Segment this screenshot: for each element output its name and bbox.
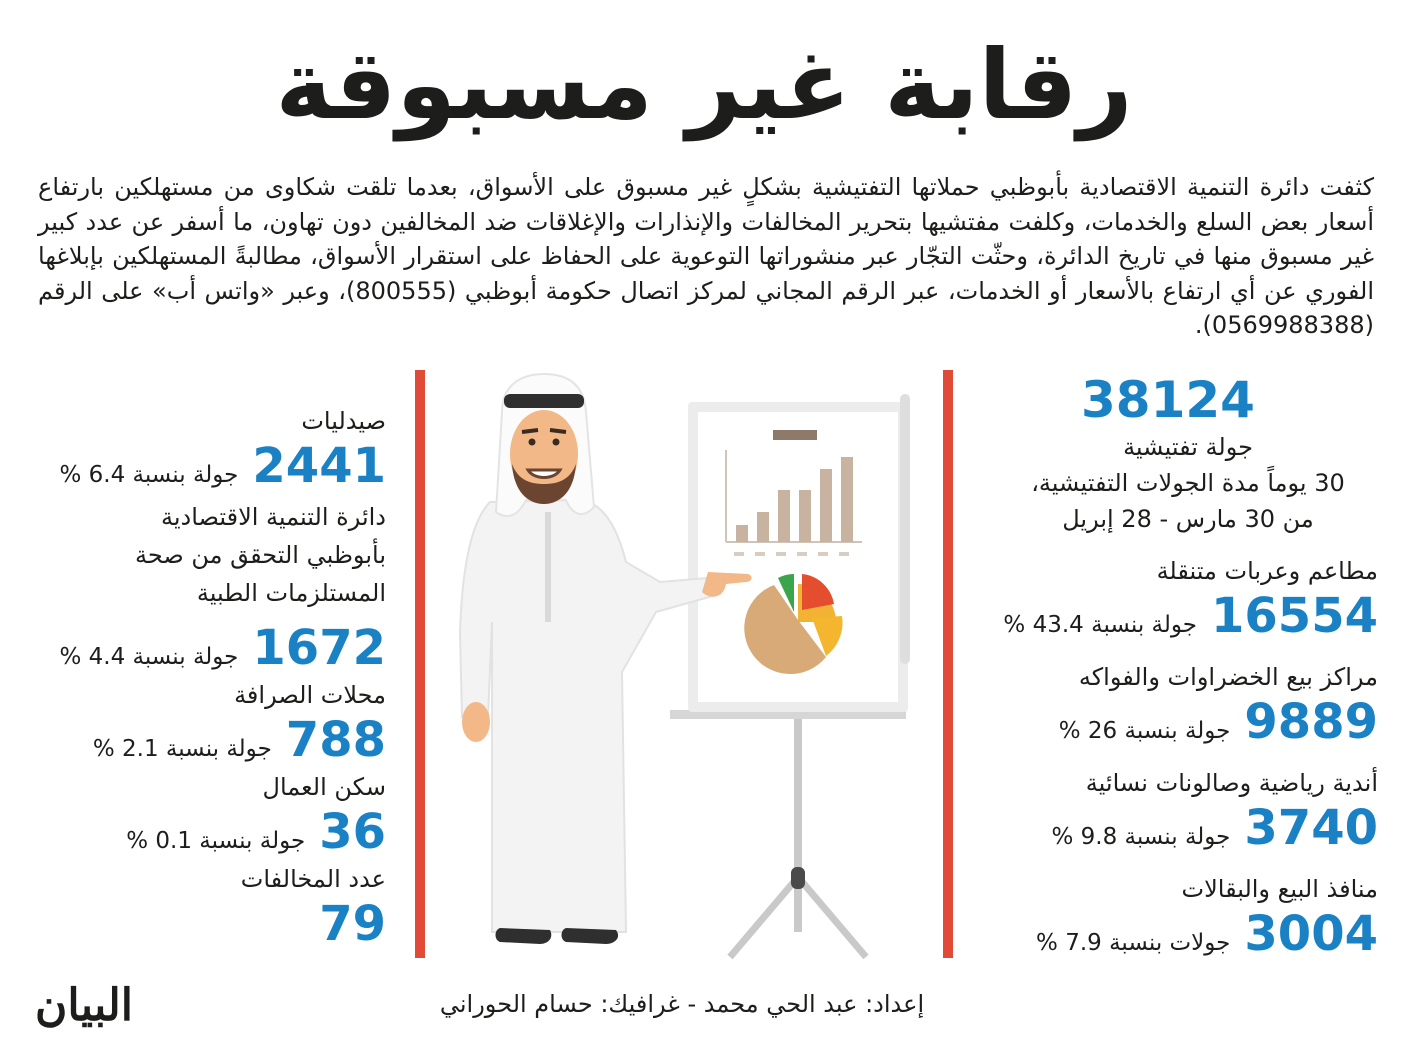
flip-chart-stand: [670, 705, 906, 957]
stat-restaurants-label: مطاعم وعربات متنقلة: [1156, 557, 1378, 585]
stat-groceries-value: 3004: [1244, 906, 1378, 962]
stat-exchange-label: محلات الصرافة: [234, 681, 386, 709]
left-stats-column: [6, 406, 386, 952]
stat-groceries-label: منافذ البيع والبقالات: [1181, 875, 1378, 903]
stat-groceries-pct: جولات بنسبة 7.9 %: [1036, 930, 1231, 956]
presenter-illustration: [430, 372, 940, 972]
right-divider-bar: [943, 370, 953, 958]
stat-vegetables-row: [958, 694, 1378, 750]
stat-pharmacies-value: 2441: [252, 438, 386, 494]
stat-labor-value: 36: [319, 804, 386, 860]
stat-labor-label: سكن العمال: [262, 773, 386, 801]
duration-line-2: من 30 مارس - 28 إبريل: [1062, 505, 1314, 533]
stat-exchange-pct: جولة بنسبة 2.1 %: [92, 736, 272, 762]
duration-line-1: 30 يوماً مدة الجولات التفتيشية،: [1031, 469, 1345, 497]
stat-medical-pct: جولة بنسبة 4.4 %: [59, 644, 239, 670]
total-inspections-value: 38124: [1081, 371, 1255, 429]
medical-note-line-3: المستلزمات الطبية: [196, 579, 386, 607]
stat-groceries-row: [958, 906, 1378, 962]
stat-gyms-row: [958, 800, 1378, 856]
stat-exchange-value: 788: [285, 712, 386, 768]
intro-text: كثفت دائرة التنمية الاقتصادية بأبوظبي حملاتها التفتيشية بشكلٍ غير مسبوق على الأسواق، بعدما تلقت شكاوى من مستهلكين بارتفاع أسعار بعض السلع والخدمات، وكلفت مفتشيها بتحرير المخالفات والإنذارات والإغلاقات ضد المخالفين دون تهاون، ما أسفر عن عدد كبير غير مسبوق منها في تاريخ الدائرة، وحثّت التجّار عبر منشوراتها التوعوية على الحفاظ على استقرار الأسواق، مطالبةً المستهلكين بإبلاغها الفوري عن أي ارتفاع بالأسعار أو الخدمات، عبر الرقم المجاني لمركز اتصال حكومة أبوظبي (800555)، وعبر «واتس أب» على الرقم (0569988388).: [38, 173, 1374, 339]
stat-labor-pct: جولة بنسبة 0.1 %: [126, 828, 306, 854]
stat-gyms-pct: جولة بنسبة 9.8 %: [1051, 824, 1231, 850]
stat-restaurants-row: [958, 588, 1378, 644]
total-inspections-label: جولة تفتيشية: [1123, 433, 1253, 461]
stat-pharmacies-row: [6, 438, 386, 494]
stat-medical-row: [6, 620, 386, 676]
medical-note-line-1: دائرة التنمية الاقتصادية: [161, 503, 386, 531]
stat-restaurants-value: 16554: [1211, 588, 1378, 644]
stat-exchange-row: [6, 712, 386, 768]
stat-violations-row: [6, 896, 386, 952]
stat-labor-row: [6, 804, 386, 860]
stat-violations-label: عدد المخالفات: [240, 865, 386, 893]
stat-vegetables-value: 9889: [1244, 694, 1378, 750]
stat-vegetables-label: مراكز بيع الخضراوات والفواكه: [1078, 663, 1378, 691]
albayan-logo: البيان: [35, 980, 133, 1031]
page-title: رقابة غير مسبوقة: [275, 29, 1133, 141]
left-divider-bar: [415, 370, 425, 958]
credits-text: إعداد: عبد الحي محمد - غرافيك: حسام الحوراني: [439, 990, 925, 1018]
stat-restaurants-pct: جولة بنسبة 43.4 %: [1003, 612, 1197, 638]
stat-gyms-value: 3740: [1244, 800, 1378, 856]
stat-gyms-label: أندية رياضية وصالونات نسائية: [1085, 769, 1378, 797]
medical-note-line-2: بأبوظبي التحقق من صحة: [134, 541, 386, 569]
stat-pharmacies-label: صيدليات: [301, 407, 386, 435]
flip-chart-board: [688, 394, 910, 712]
stat-medical-value: 1672: [252, 620, 386, 676]
stat-pharmacies-pct: جولة بنسبة 6.4 %: [59, 462, 239, 488]
stat-violations-value: 79: [319, 896, 386, 952]
stat-vegetables-pct: جولة بنسبة 26 %: [1058, 718, 1231, 744]
intro-paragraph: [38, 170, 1374, 343]
right-stats-column: [958, 372, 1378, 962]
